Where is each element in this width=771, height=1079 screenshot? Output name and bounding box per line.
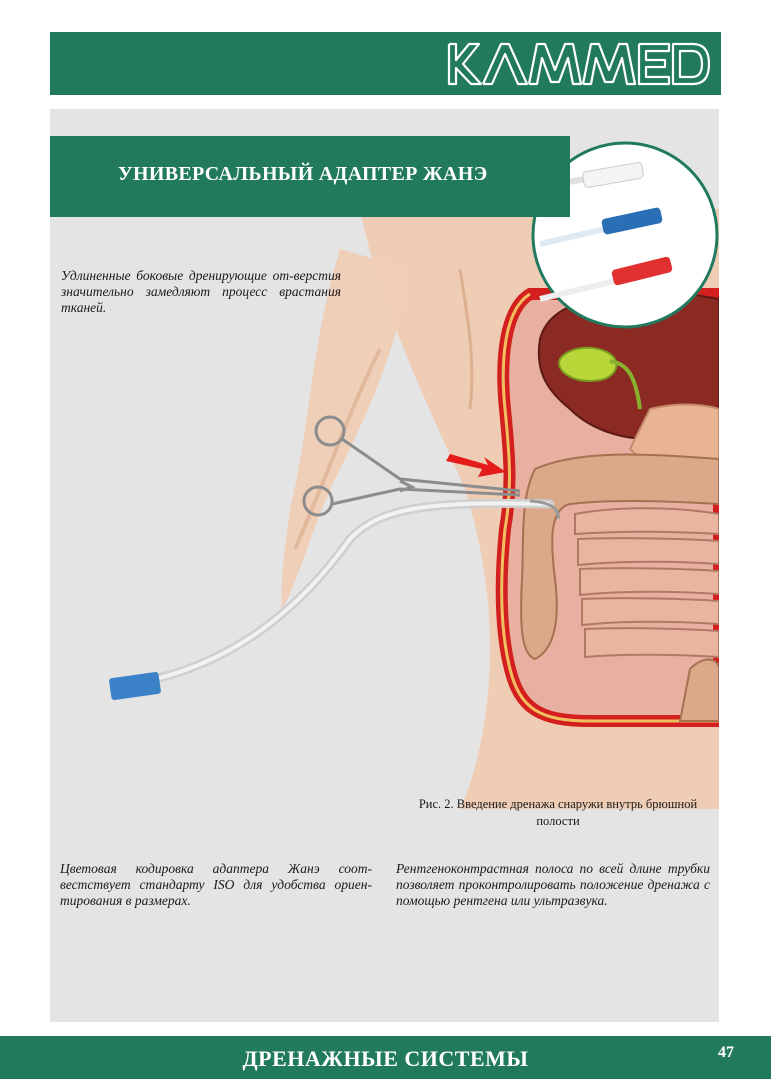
small-intestine <box>575 508 719 657</box>
radiopaque-caption: Рентгеноконтрастная полоса по всей длине трубки позволяет проконтролировать положение дренажа с помощью рентгена или ультразвука. <box>396 861 710 908</box>
figure-caption: Рис. 2. Введение дренажа снаружи внутрь брюшной полости <box>418 797 698 828</box>
gallbladder <box>559 348 616 381</box>
blue-connector <box>109 672 162 701</box>
page-number: 47 <box>718 1044 734 1061</box>
side-holes-caption: Удлиненные боковые дренирующие от-верстия значительно замедляют процесс врастания тканей. <box>61 268 341 315</box>
footer-title: ДРЕНАЖНЫЕ СИСТЕМЫ <box>242 1046 529 1071</box>
footer-bar <box>0 1036 771 1079</box>
content-panel <box>50 109 719 1022</box>
color-coding-caption: Цветовая кодировка адаптера Жанэ соот-вестствует стандарту ISO для удобства ориен-тирования в размерах. <box>60 861 372 908</box>
header-bar <box>50 32 721 95</box>
section-title: УНИВЕРСАЛЬНЫЙ АДАПТЕР ЖАНЭ <box>118 163 488 185</box>
kammed-logo <box>431 32 721 95</box>
